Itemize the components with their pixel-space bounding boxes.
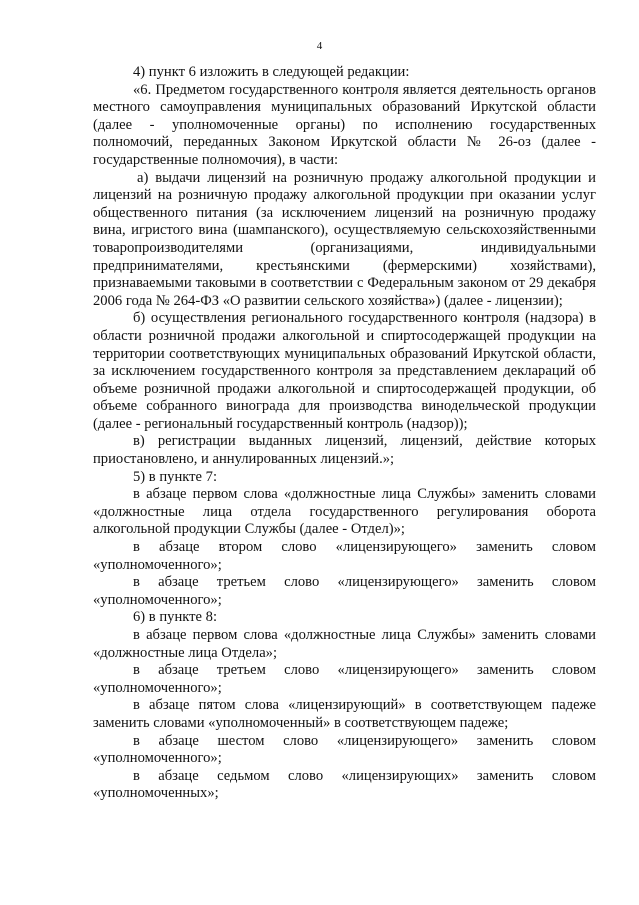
paragraph-item-5: 5) в пункте 7:: [133, 468, 218, 485]
paragraph-subitem-b: б) осуществления регионального государственного контроля (надзора) в области розничной продажи алкогольной и спиртосодержащей продукции на территории соответствующих муниципальных образований Иркутской области, за исключением государственного контроля за представлением деклараций об объеме розничной продажи алкогольной и спиртосодержащей продукции, об объеме собранного винограда для производства винодельческой продукции (далее - региональный государственный контроль (надзор));: [93, 310, 596, 432]
paragraph-subitem-a: а) выдачи лицензий на розничную продажу алкогольной продукции и лицензий на розничную продажу алкогольной продукции при оказании услуг общественного питания (за исключением лицензий на розничную продажу вина, игристого вина (шампанского), осуществляемую сельскохозяйственными товаропроизводителями (организациями, индивидуальными предпринимателями, крестьянскими (фермерскими) хозяйствами), признаваемыми таковыми в соответствии с Федеральным законом от 29 декабря 2006 года № 264-ФЗ «О развитии сельского хозяйства») (далее - лицензии);: [93, 169, 596, 309]
paragraph-item-6: 6) в пункте 8:: [133, 609, 218, 626]
paragraph-item-5-abzac-1: в абзаце первом слова «должностные лица Службы» заменить словами «должностные лица отдела государственного регулирования оборота алкогольной продукции Службы (далее - Отдел)»;: [93, 486, 596, 538]
paragraph-point-6-new-text: «6. Предметом государственного контроля является деятельность органов местного самоуправления муниципальных образований Иркутской области (далее - уполномоченные органы) по исполнению государственных полномочий, переданных Законом Иркутской области № 26-оз (далее - государственные полномочия), в части:: [93, 81, 596, 168]
paragraph-item-4: 4) пункт 6 изложить в следующей редакции:: [133, 64, 410, 80]
paragraph-item-6-abzac-7: в абзаце седьмом слово «лицензирующих» заменить словом «уполномоченных»;: [93, 767, 596, 802]
paragraph-item-6-abzac-1: в абзаце первом слова «должностные лица Службы» заменить словами «должностные лица Отдела»;: [93, 627, 596, 661]
paragraph-item-6-abzac-6: в абзаце шестом слово «лицензирующего» заменить словом «уполномоченного»;: [93, 732, 596, 767]
paragraph-item-5-abzac-2: в абзаце втором слово «лицензирующего» заменить словом «уполномоченного»;: [93, 539, 596, 573]
page-number: 4: [316, 40, 323, 52]
paragraph-item-6-abzac-3: в абзаце третьем слово «лицензирующего» заменить словом «уполномоченного»;: [93, 662, 596, 696]
paragraph-subitem-v: в) регистрации выданных лицензий, лицензий, действие которых приостановлено, и аннулированных лицензий.»;: [93, 433, 596, 468]
document-body: [93, 64, 596, 803]
paragraph-item-5-abzac-3: в абзаце третьем слово «лицензирующего» заменить словом «уполномоченного»;: [93, 574, 596, 608]
paragraph-item-6-abzac-5: в абзаце пятом слова «лицензирующий» в соответствующем падеже заменить словами «уполномоченный» в соответствующем падеже;: [93, 697, 596, 731]
